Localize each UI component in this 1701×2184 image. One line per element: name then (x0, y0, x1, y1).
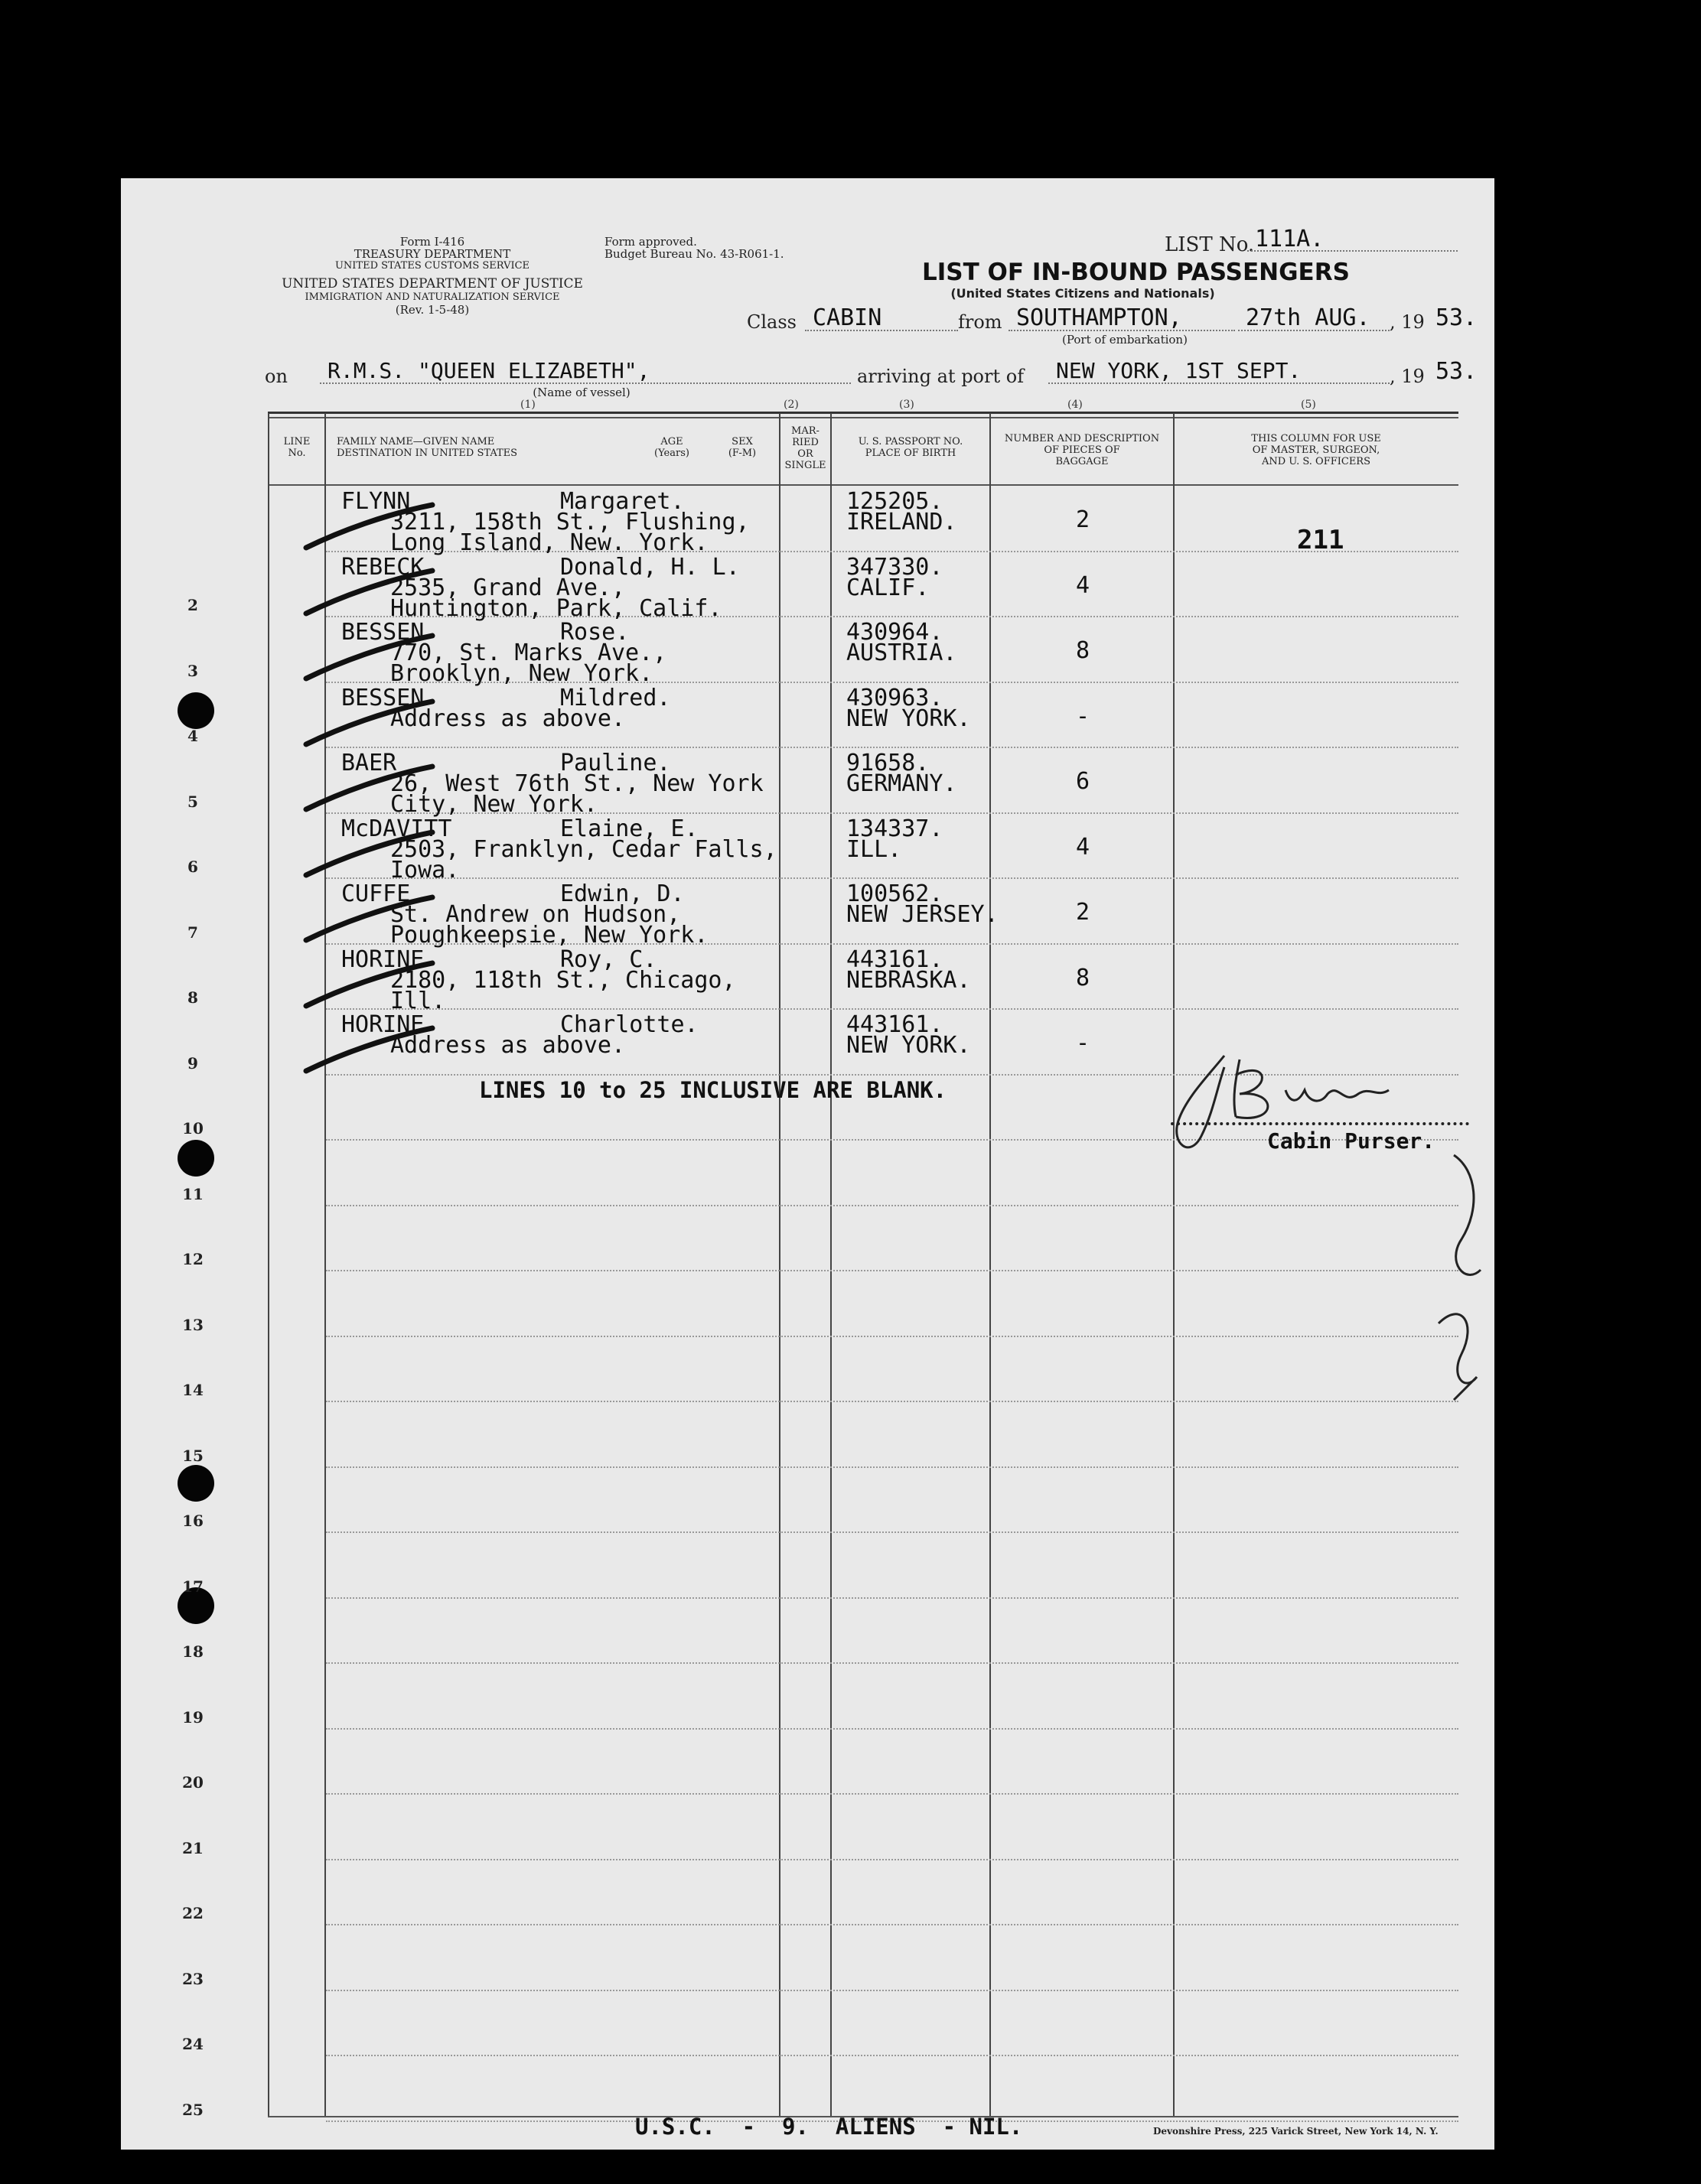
table-header-rule (268, 484, 1458, 486)
table-top-rule (268, 412, 1458, 414)
header-baggage (991, 433, 1173, 467)
baggage-count: 6 (1076, 768, 1090, 795)
from-underline (1009, 330, 1235, 331)
departure-date: 27th AUG. (1246, 304, 1370, 331)
header-officers (1175, 433, 1458, 467)
header-text: OR (797, 448, 813, 460)
table-top-rule (268, 417, 1458, 418)
given-name: Roy, C. (560, 946, 657, 973)
family-name: HORINE (341, 946, 425, 973)
place-of-birth: ILL. (846, 835, 902, 863)
line-number: 21 (182, 1839, 204, 1857)
passport-number: 125205. (846, 488, 943, 515)
address-line: Ill. (390, 987, 446, 1014)
list-no-value: 111A. (1255, 226, 1325, 252)
row-divider (326, 747, 1458, 748)
baggage-count: 8 (1076, 964, 1090, 991)
line-number: 15 (182, 1447, 204, 1465)
given-name: Margaret. (560, 488, 685, 515)
row-divider (326, 1466, 1458, 1468)
baggage-count: 2 (1076, 899, 1090, 926)
place-of-birth: AUSTRIA. (846, 640, 957, 666)
address-line: Poughkeepsie, New York. (390, 922, 709, 949)
immigration-service: IMMIGRATION AND NATURALIZATION SERVICE (305, 291, 560, 303)
binder-hole (178, 692, 214, 729)
given-name: Edwin, D. (560, 880, 685, 907)
blank-lines-note: LINES 10 to 25 INCLUSIVE ARE BLANK. (479, 1077, 947, 1103)
line-number: 2 (187, 596, 198, 614)
baggage-count: 2 (1076, 506, 1090, 533)
line-number: 19 (182, 1708, 204, 1727)
given-name: Mildred. (560, 684, 671, 711)
header-text: RIED (792, 437, 819, 448)
row-divider (326, 1859, 1458, 1860)
row-divider (326, 1728, 1458, 1730)
purser-title: Cabin Purser. (1267, 1128, 1435, 1154)
line-number: 9 (187, 1054, 198, 1072)
row-divider (326, 877, 1458, 879)
header-text: PLACE OF BIRTH (865, 448, 956, 459)
class-value: CABIN (813, 304, 882, 331)
treasury-dept: TREASURY DEPARTMENT (354, 247, 511, 261)
line-number: 12 (182, 1250, 204, 1268)
arrival-port: NEW YORK, 1ST SEPT. (1056, 358, 1302, 383)
header-text: (F-M) (728, 448, 757, 459)
address-line: Address as above. (390, 1032, 626, 1059)
arriving-label: arriving at port of (857, 366, 1025, 387)
passport-number: 443161. (846, 946, 943, 973)
check-mark (302, 959, 440, 1012)
embarkation-port: SOUTHAMPTON, (1016, 304, 1182, 331)
row-divider (326, 1336, 1458, 1337)
table-column-divider (779, 413, 780, 2116)
form-id: Form I-416 (399, 235, 465, 249)
year-prefix: , 19 (1390, 311, 1425, 333)
address-line: St. Andrew on Hudson, (390, 901, 681, 928)
vessel-underline (320, 382, 851, 384)
header-text: LINE (283, 436, 311, 448)
passport-number: 430964. (846, 619, 943, 646)
header-text: DESTINATION IN UNITED STATES (337, 448, 518, 459)
line-number: 23 (182, 1970, 204, 1988)
passport-number: 134337. (846, 815, 943, 842)
row-divider (326, 1270, 1458, 1271)
check-mark (302, 828, 440, 881)
family-name: BAER (341, 750, 397, 776)
line-number: 8 (187, 988, 198, 1007)
passport-number: 430963. (846, 684, 943, 711)
form-approved: Form approved. (604, 235, 697, 249)
line-number: 13 (182, 1316, 204, 1334)
line-number: 6 (187, 858, 198, 876)
column-number: (4) (1067, 399, 1083, 411)
family-name: FLYNN (341, 488, 411, 515)
justice-dept: UNITED STATES DEPARTMENT OF JUSTICE (282, 276, 583, 291)
address-line: 26, West 76th St., New York (390, 770, 764, 797)
header-text: (Years) (654, 448, 689, 459)
family-name: HORINE (341, 1011, 425, 1038)
family-name: McDAVITT (341, 815, 452, 842)
arrival-year: 53. (1435, 358, 1478, 385)
row-divider (326, 1990, 1458, 1991)
departure-year: 53. (1435, 304, 1478, 331)
officer-mark: 211 (1297, 525, 1344, 555)
row-divider (326, 1597, 1458, 1599)
given-name: Pauline. (560, 750, 671, 776)
line-number: 25 (182, 2101, 204, 2119)
embarkation-note: (Port of embarkation) (1062, 333, 1188, 347)
baggage-count: 4 (1076, 833, 1090, 861)
list-no-label: LIST No. (1165, 233, 1255, 256)
header-text: U. S. PASSPORT NO. (858, 436, 963, 448)
line-number: 16 (182, 1512, 204, 1530)
passport-number: 347330. (846, 553, 943, 581)
binder-hole (178, 1140, 214, 1177)
passport-number: 100562. (846, 880, 943, 907)
header-text: SINGLE (784, 460, 826, 471)
place-of-birth: IRELAND. (846, 509, 957, 535)
customs-service: UNITED STATES CUSTOMS SERVICE (334, 260, 530, 272)
place-of-birth: NEW JERSEY. (846, 901, 999, 928)
table-column-divider (989, 413, 991, 2116)
family-name: BESSEN (341, 684, 425, 711)
date-underline (1238, 330, 1390, 331)
address-line: 770, St. Marks Ave., (390, 640, 667, 666)
line-number: 10 (182, 1119, 204, 1138)
header-text: THIS COLUMN FOR USE (1251, 433, 1381, 444)
place-of-birth: GERMANY. (846, 770, 957, 797)
address-line: Iowa. (390, 856, 460, 884)
passport-number: 443161. (846, 1011, 943, 1038)
baggage-count: - (1076, 1030, 1090, 1056)
check-mark (302, 566, 440, 620)
line-number: 17 (182, 1577, 204, 1596)
row-divider (326, 1662, 1458, 1664)
row-divider (326, 1008, 1458, 1010)
header-text: AGE (660, 436, 683, 448)
printer-imprint: Devonshire Press, 225 Varick Street, New York 14, N. Y. (1153, 2126, 1439, 2137)
column-number: (3) (899, 399, 914, 411)
baggage-count: 4 (1076, 571, 1090, 599)
line-number: 14 (182, 1381, 204, 1399)
baggage-count: - (1076, 702, 1090, 730)
form-revision: (Rev. 1-5-48) (395, 303, 470, 317)
line-number: 11 (182, 1185, 204, 1203)
column-number: (2) (784, 399, 799, 411)
header-line-no (269, 436, 324, 459)
address-line: City, New York. (390, 791, 598, 818)
address-line: 2535, Grand Ave., (390, 574, 626, 601)
manifest-subtitle: (United States Citizens and Nationals) (950, 286, 1215, 301)
family-name: BESSEN (341, 619, 425, 646)
header-text: AND U. S. OFFICERS (1261, 456, 1371, 467)
given-name: Charlotte. (560, 1011, 699, 1038)
row-divider (326, 1401, 1458, 1402)
header-text: BAGGAGE (1055, 456, 1109, 467)
table-left-border (268, 413, 269, 2116)
address-line: Huntington, Park, Calif. (390, 594, 722, 622)
header-name-destination (337, 436, 517, 459)
binder-hole (178, 1465, 214, 1502)
place-of-birth: NEW YORK. (846, 705, 971, 732)
passport-number: 91658. (846, 750, 930, 776)
place-of-birth: CALIF. (846, 574, 930, 601)
header-sex (715, 436, 769, 459)
check-mark (302, 893, 440, 946)
address-line: Address as above. (390, 705, 626, 732)
year-prefix: , 19 (1390, 366, 1425, 387)
vessel-name: R.M.S. "QUEEN ELIZABETH", (327, 358, 650, 383)
list-no-underline (1247, 250, 1458, 252)
address-line: 2180, 118th St., Chicago, (390, 966, 736, 994)
header-text: SEX (732, 436, 753, 448)
row-divider (326, 2055, 1458, 2056)
baggage-count: 8 (1076, 637, 1090, 664)
address-line: Brooklyn, New York. (390, 660, 653, 687)
line-number: 24 (182, 2035, 204, 2053)
address-line: 3211, 158th St., Flushing, (390, 509, 750, 535)
on-label: on (265, 366, 288, 387)
header-age (641, 436, 702, 459)
line-number: 22 (182, 1904, 204, 1922)
header-passport (832, 436, 989, 459)
given-name: Rose. (560, 619, 630, 646)
class-underline (805, 330, 958, 331)
footer-summary: U.S.C. - 9. ALIENS - NIL. (635, 2114, 1023, 2140)
header-text: NUMBER AND DESCRIPTION (1004, 433, 1160, 444)
column-number: (1) (520, 399, 536, 411)
place-of-birth: NEBRASKA. (846, 966, 971, 994)
check-mark (302, 1024, 440, 1077)
given-name: Donald, H. L. (560, 553, 740, 581)
line-number: 5 (187, 793, 198, 811)
header-text: OF MASTER, SURGEON, (1252, 444, 1380, 456)
header-married (780, 425, 830, 471)
purser-line (1171, 1122, 1469, 1125)
family-name: REBECK (341, 553, 425, 581)
address-line: Long Island, New. York. (390, 529, 709, 556)
place-of-birth: NEW YORK. (846, 1032, 971, 1059)
check-mark (302, 762, 440, 815)
header-text: MAR- (791, 425, 820, 437)
vessel-note: (Name of vessel) (533, 386, 631, 399)
row-divider (326, 1531, 1458, 1533)
class-label: Class (747, 311, 797, 333)
line-number: 3 (187, 662, 198, 680)
line-number: 4 (187, 727, 198, 745)
margin-signature (1423, 1147, 1492, 1408)
family-name: CUFFE (341, 880, 411, 907)
table-column-divider (830, 413, 832, 2116)
given-name: Elaine, E. (560, 815, 699, 842)
header-text: OF PIECES OF (1044, 444, 1120, 456)
arrival-underline (1048, 382, 1390, 384)
address-line: 2503, Franklyn, Cedar Falls, (390, 835, 777, 863)
column-number: (5) (1301, 399, 1316, 411)
check-mark (302, 631, 440, 685)
line-number: 7 (187, 923, 198, 942)
row-divider (326, 1793, 1458, 1795)
manifest-title: LIST OF IN-BOUND PASSENGERS (922, 259, 1350, 286)
budget-bureau: Budget Bureau No. 43-R061-1. (604, 247, 784, 261)
line-number: 18 (182, 1642, 204, 1661)
header-text: FAMILY NAME—GIVEN NAME (337, 436, 495, 448)
header-text: No. (288, 448, 306, 459)
row-divider (326, 1205, 1458, 1206)
table-column-divider (1173, 413, 1175, 2116)
check-mark (302, 697, 440, 750)
from-label: from (958, 311, 1002, 333)
row-divider (326, 1924, 1458, 1925)
check-mark (302, 500, 440, 554)
line-number: 20 (182, 1773, 204, 1792)
